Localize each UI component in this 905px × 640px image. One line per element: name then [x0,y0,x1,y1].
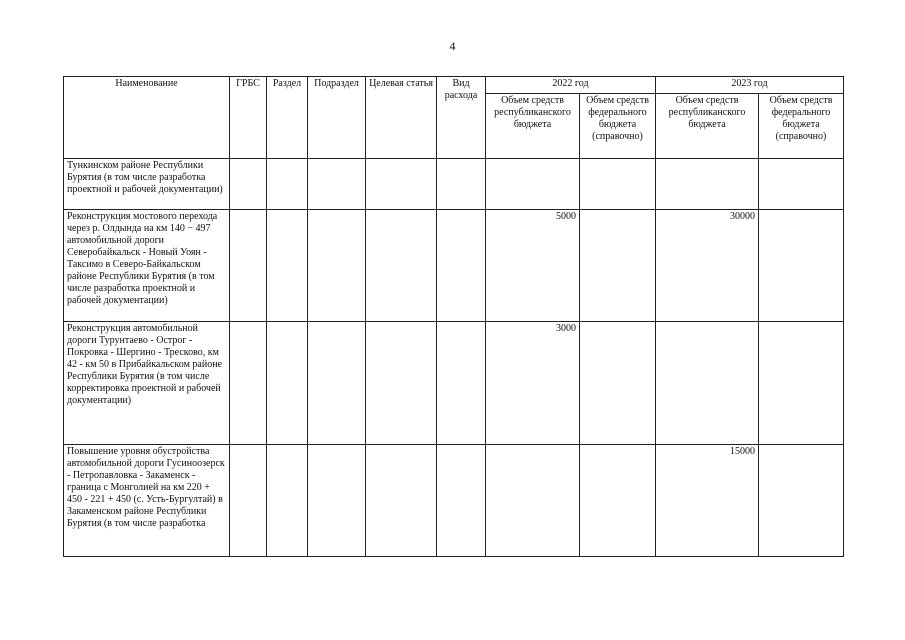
row-target-article [366,159,437,210]
header-subsection: Подраздел [308,77,366,159]
row-target-article [366,210,437,322]
header-republic-budget-2023: Объем средств республиканского бюджета [656,94,759,159]
row-section [267,210,308,322]
row-grbs [230,210,267,322]
header-federal-budget-2022: Объем средств федерального бюджета (справочно) [580,94,656,159]
row-grbs [230,445,267,557]
row-republic-2022 [486,445,580,557]
page-number: 4 [449,39,456,53]
row-federal-2022 [580,322,656,445]
header-year-2023: 2023 год [656,77,844,94]
row-target-article [366,445,437,557]
header-name: Наименование [64,77,230,159]
row-expense-type [437,445,486,557]
header-row-1 [64,77,844,94]
row-federal-2023 [759,210,844,322]
row-grbs [230,159,267,210]
row-subsection [308,445,366,557]
row-federal-2022 [580,445,656,557]
header-target-article: Целевая статья [366,77,437,159]
row-section [267,159,308,210]
row-federal-2022 [580,159,656,210]
row-expense-type [437,210,486,322]
row-republic-2023: 30000 [656,210,759,322]
header-federal-budget-2023: Объем средств федерального бюджета (справочно) [759,94,844,159]
row-republic-2022: 3000 [486,322,580,445]
table-row [64,322,844,445]
row-federal-2023 [759,159,844,210]
row-republic-2022 [486,159,580,210]
row-subsection [308,322,366,445]
row-section [267,445,308,557]
table-row [64,159,844,210]
row-section [267,322,308,445]
row-federal-2023 [759,445,844,557]
row-republic-2023 [656,159,759,210]
row-expense-type [437,159,486,210]
row-expense-type [437,322,486,445]
header-expense-type: Вид расхода [437,77,486,159]
row-federal-2023 [759,322,844,445]
table-row [64,210,844,322]
row-federal-2022 [580,210,656,322]
row-name: Реконструкция мостового перехода через р. Олдында на км 140 − 497 автомобильной дороги Северобайкальск - Новый Уоян - Таксимо в Северо-Байкальском районе Республики Бурятия (в том числе разработка проектной и рабочей документации) [64,210,230,322]
row-republic-2022: 5000 [486,210,580,322]
row-republic-2023 [656,322,759,445]
row-name: Реконструкция автомобильной дороги Турунтаево - Острог - Покровка - Шергино - Тресково, км 42 - км 50 в Прибайкальском районе Республики Бурятия (в том числе корректировка проектной и рабочей документации) [64,322,230,445]
row-republic-2023: 15000 [656,445,759,557]
row-name: Повышение уровня обустройства автомобильной дороги Гусиноозерск - Петропавловка - Закаменск - граница с Монголией на км 220 + 450 - 221 + 450 (с. Усть-Бургултай) в Закаменском районе Республики Бурятия (в том числе разработка [64,445,230,557]
row-subsection [308,159,366,210]
row-grbs [230,322,267,445]
header-grbs: ГРБС [230,77,267,159]
header-section: Раздел [267,77,308,159]
row-subsection [308,210,366,322]
row-name: Тункинском районе Республики Бурятия (в том числе разработка проектной и рабочей документации) [64,159,230,210]
header-republic-budget-2022: Объем средств республиканского бюджета [486,94,580,159]
header-year-2022: 2022 год [486,77,656,94]
row-target-article [366,322,437,445]
table-row [64,445,844,557]
budget-table [63,76,844,557]
